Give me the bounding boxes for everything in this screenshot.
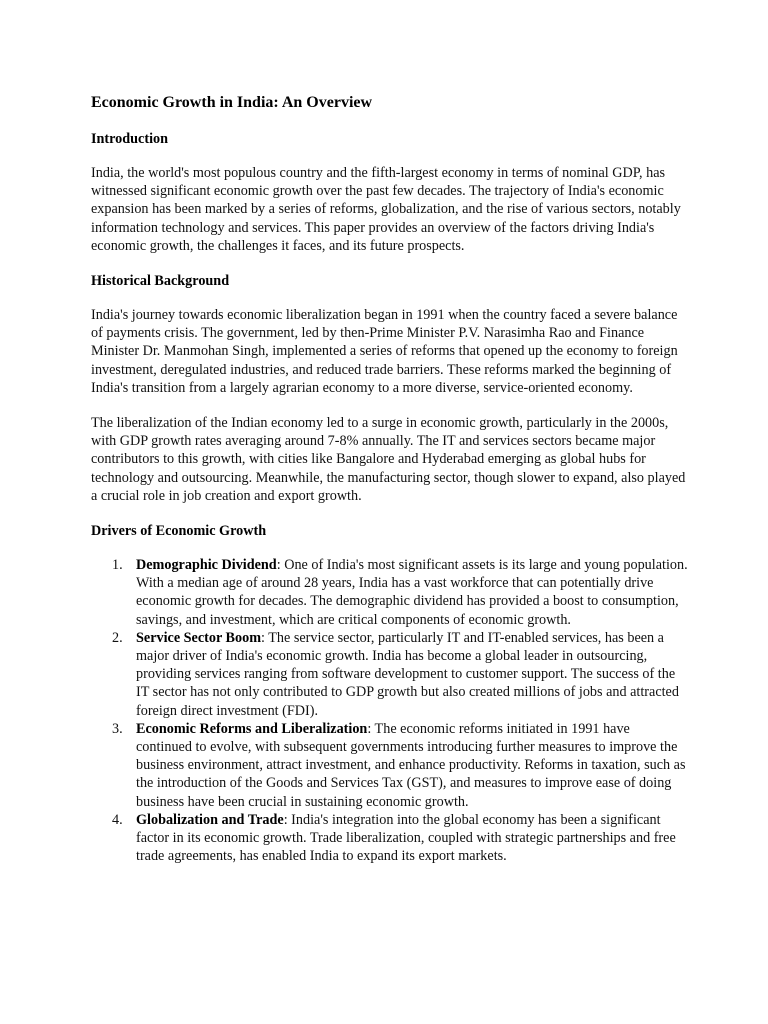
- list-item-term: Service Sector Boom: [136, 629, 262, 646]
- section-heading-historical-background: Historical Background: [91, 273, 230, 290]
- list-item-number: 3.: [112, 720, 123, 737]
- document-page: [91, 92, 689, 866]
- list-item: [112, 629, 689, 720]
- list-item-number: 2.: [112, 629, 123, 646]
- list-item-text: : India's integration into the global economy has been a significant factor in its economic growth. Trade liberalization, coupled with strategic partnerships and free trade agreements, has enabled India to expand its export markets.: [136, 811, 676, 865]
- section-heading-introduction: Introduction: [91, 131, 168, 147]
- list-item: [112, 811, 689, 866]
- list-item-text: : One of India's most significant assets is its large and young population. With a median age of around 28 years, India has a vast workforce that can potentially drive economic growth for decades. The demographic dividend has provided a boost to consumption, savings, and investment, which are critical components of economic growth.: [136, 557, 688, 628]
- historical-background-paragraph-1: India's journey towards economic liberalization began in 1991 when the country faced a severe balance of payments crisis. The government, led by then-Prime Minister P.V. Narasimha Rao and Finance Minister Dr. Manmohan Singh, implemented a series of reforms that opened up the economy to foreign investment, deregulated industries, and reduced trade barriers. These reforms marked the beginning of India's transition from a largely agrarian economy to a more diverse, service-oriented economy.: [91, 307, 678, 396]
- list-item-number: 1.: [112, 557, 123, 574]
- list-item-text: : The economic reforms initiated in 1991 have continued to evolve, with subsequent governments introducing further measures to improve the business environment, attract investment, and enhance productivity. Reforms in taxation, such as the introduction of the Goods and Services Tax (GST), and measures to improve ease of doing business have been crucial in sustaining economic growth.: [136, 720, 686, 810]
- list-item-text: : The service sector, particularly IT and IT-enabled services, has been a major driver of India's economic growth. India has become a global leader in outsourcing, providing services ranging from software development to customer support. The success of the IT sector has not only contributed to GDP growth but also created millions of jobs and attracted foreign direct investment (FDI).: [136, 629, 679, 719]
- introduction-paragraph: India, the world's most populous country and the fifth-largest economy in terms of nominal GDP, has witnessed significant economic growth over the past few decades. The trajectory of India's economic expansion has been marked by a series of reforms, globalization, and the rise of various sectors, notably information technology and services. This paper provides an overview of the factors driving India's economic growth, the challenges it faces, and its future prospects.: [91, 165, 681, 254]
- list-item-number: 4.: [112, 811, 123, 828]
- historical-background-paragraph-2: The liberalization of the Indian economy led to a surge in economic growth, particularly in the 2000s, with GDP growth rates averaging around 7-8% annually. The IT and services sectors became major contributors to this growth, with cities like Bangalore and Hyderabad emerging as global hubs for technology and outsourcing. Meanwhile, the manufacturing sector, though slower to expand, also played a crucial role in job creation and export growth.: [91, 415, 686, 504]
- drivers-list: [91, 556, 689, 865]
- list-item: [112, 556, 689, 629]
- list-item: [112, 720, 689, 811]
- list-item-term: Globalization and Trade: [136, 811, 284, 828]
- list-item-term: Economic Reforms and Liberalization: [136, 720, 368, 737]
- document-title: Economic Growth in India: An Overview: [91, 94, 373, 111]
- list-item-term: Demographic Dividend: [136, 557, 277, 574]
- section-heading-drivers: Drivers of Economic Growth: [91, 523, 267, 540]
